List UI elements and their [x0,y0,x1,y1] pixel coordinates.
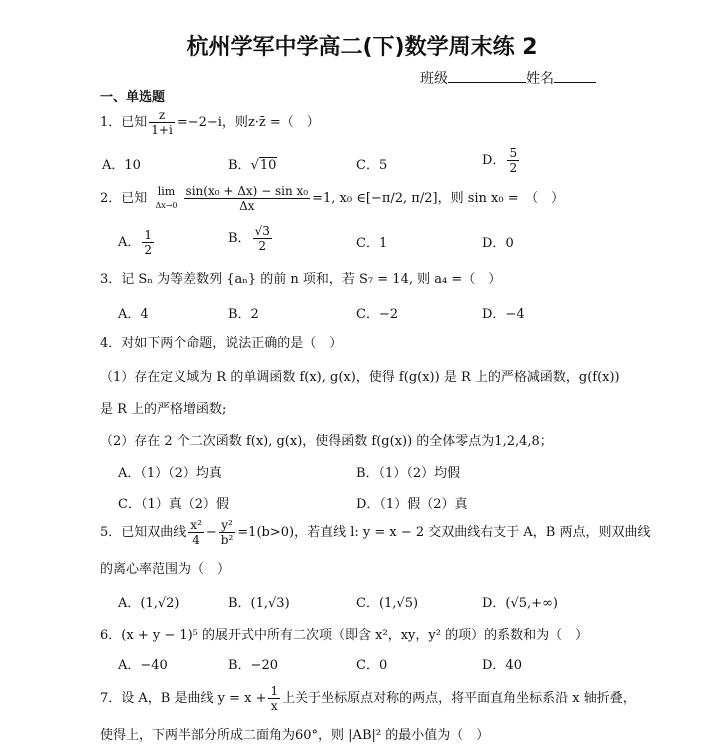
q5-option-a[interactable]: A．(1,√2) [118,596,180,611]
limit-subscript: Δx→0 [155,200,178,210]
fraction [507,146,519,175]
question-text: 上关于坐标原点对称的两点，将平面直角坐标系沿 x 轴折叠， [282,691,636,706]
q3-option-a[interactable]: A．4 [118,307,149,322]
class-label: 班级 [420,71,448,87]
question-text: =1, x₀ ∈ [312,191,366,206]
option-value: 0 [505,236,514,251]
q1-option-d[interactable] [482,146,521,175]
question-number: 3． [100,272,122,287]
question-5 [100,518,650,547]
q5-option-b[interactable]: B．(1,√3) [228,596,290,611]
q1-option-b[interactable]: B．√10 [228,158,277,173]
fraction [188,518,204,547]
option-label: C． [356,236,379,251]
fraction-denominator: 2 [144,243,153,257]
q3-option-b[interactable]: B．2 [228,307,259,322]
minus-sign: − [205,525,217,540]
q4-option-b[interactable]: B．（1）（2）均假 [356,466,461,481]
fraction-numerator: √3 [254,224,270,238]
q4-option-c[interactable]: C．（1）真（2）假 [118,497,229,512]
fraction-numerator: 5 [509,146,518,160]
fraction-denominator: 2 [509,161,518,175]
question-1 [100,108,320,137]
student-info-line [420,68,596,88]
q2-option-a[interactable] [118,228,156,257]
fraction [184,184,311,213]
fraction [253,224,272,253]
fraction-numerator: sin(x₀ + Δx) − sin x₀ [185,184,309,198]
question-text: 已知双曲线 [121,525,187,540]
q3-option-d[interactable]: D．−4 [482,307,525,322]
q1-option-c[interactable]: C．5 [356,158,388,173]
question-4 [100,332,342,351]
question-number: 4． [100,336,122,351]
sqrt-radicand: 10 [259,158,277,173]
option-value: 1 [378,236,388,251]
question-text: 记 Sₙ 为等差数列 {aₙ} 的前 n 项和，若 S₇ = 14, 则 a₄ =（ ） [121,272,502,287]
fraction-denominator: Δx [239,199,255,213]
fraction-numerator: 1 [144,228,153,242]
interval: [−π/2, π/2] [365,191,438,206]
fraction-numerator: x² [190,518,202,532]
name-label: 姓名 [526,71,554,87]
question-7-cont: 使得上，下两半部分所成二面角为60°，则 |AB|² 的最小值为（ ） [100,728,490,743]
q6-option-b[interactable]: B．−20 [228,658,278,673]
fraction [219,518,236,547]
q2-option-d[interactable] [482,232,514,251]
question-number: 1． [100,115,122,130]
question-text: 对如下两个命题，说法正确的是（ ） [121,336,343,351]
question-text: =−2−i，则 [176,115,248,130]
fraction-numerator: z [149,108,175,123]
option-label: A． [118,235,141,250]
q4-proposition-1-cont: 是 R 上的严格增函数; [100,402,227,417]
question-number: 5． [100,525,122,540]
fraction [268,684,280,713]
fraction-denominator: 1+i [151,123,173,137]
option-label: D． [482,236,506,251]
q3-option-c[interactable]: C．−2 [356,307,399,322]
q2-option-c[interactable] [356,232,387,251]
question-5-cont: 的离心率范围为（ ） [100,562,231,577]
fraction [149,108,175,137]
fraction-denominator: 2 [258,239,267,253]
page-title: 杭州学军中学高二(下)数学周末练 2 [186,35,538,60]
q4-option-a[interactable]: A．（1）（2）均真 [118,466,222,481]
question-text: (x + y − 1)⁵ 的展开式中所有二次项（即含 x²，xy，y² 的项）的系数和为（ ） [121,628,589,643]
question-text: 已知 [121,191,148,206]
class-blank[interactable] [448,68,526,83]
q4-option-d[interactable]: D．（1）假（2）真 [356,497,468,512]
question-text: 设 A，B 是曲线 y = x + [121,691,267,706]
question-6 [100,624,588,643]
question-text: z·z̄ =（ ） [247,115,320,130]
q2-option-b[interactable] [228,224,274,253]
q4-proposition-1: （1）存在定义域为 R 的单调函数 f(x), g(x)，使得 f(g(x)) 是 R 上的严格减函数，g(f(x)) [100,370,620,385]
q5-option-d[interactable]: D．(√5,+∞) [482,596,558,611]
q6-option-a[interactable]: A．−40 [118,658,168,673]
question-text: 已知 [121,115,148,130]
option-label: B． [228,158,251,173]
question-7 [100,684,636,713]
q1-option-a[interactable]: A．10 [102,158,141,173]
q5-option-c[interactable]: C．(1,√5) [356,596,419,611]
limit-label: lim [157,184,176,198]
fraction-denominator: x [270,699,278,713]
question-number: 7． [100,691,122,706]
fraction-denominator: b² [220,533,234,547]
fraction [142,228,154,257]
q6-option-d[interactable]: D．40 [482,658,522,673]
fraction-denominator: 4 [192,533,200,547]
option-label: D． [482,153,506,168]
fraction-numerator: y² [219,518,236,533]
question-3 [100,268,501,287]
question-text: ，则 sin x₀ = （ ） [437,191,565,206]
q6-option-c[interactable]: C．0 [356,658,388,673]
fraction-numerator: 1 [270,684,279,698]
question-number: 2． [100,191,122,206]
question-text: =1(b>0)，若直线 l: y = x − 2 交双曲线右支于 A，B 两点，则双曲线 [237,525,651,540]
question-2 [100,184,564,213]
limit [153,185,179,213]
option-label: B． [228,231,251,246]
question-number: 6． [100,628,122,643]
q4-proposition-2: （2）存在 2 个二次函数 f(x), g(x)，使得函数 f(g(x)) 的全体零点为1,2,4,8； [100,434,553,449]
name-blank[interactable] [554,68,596,83]
section-title: 一、单选题 [100,90,166,105]
